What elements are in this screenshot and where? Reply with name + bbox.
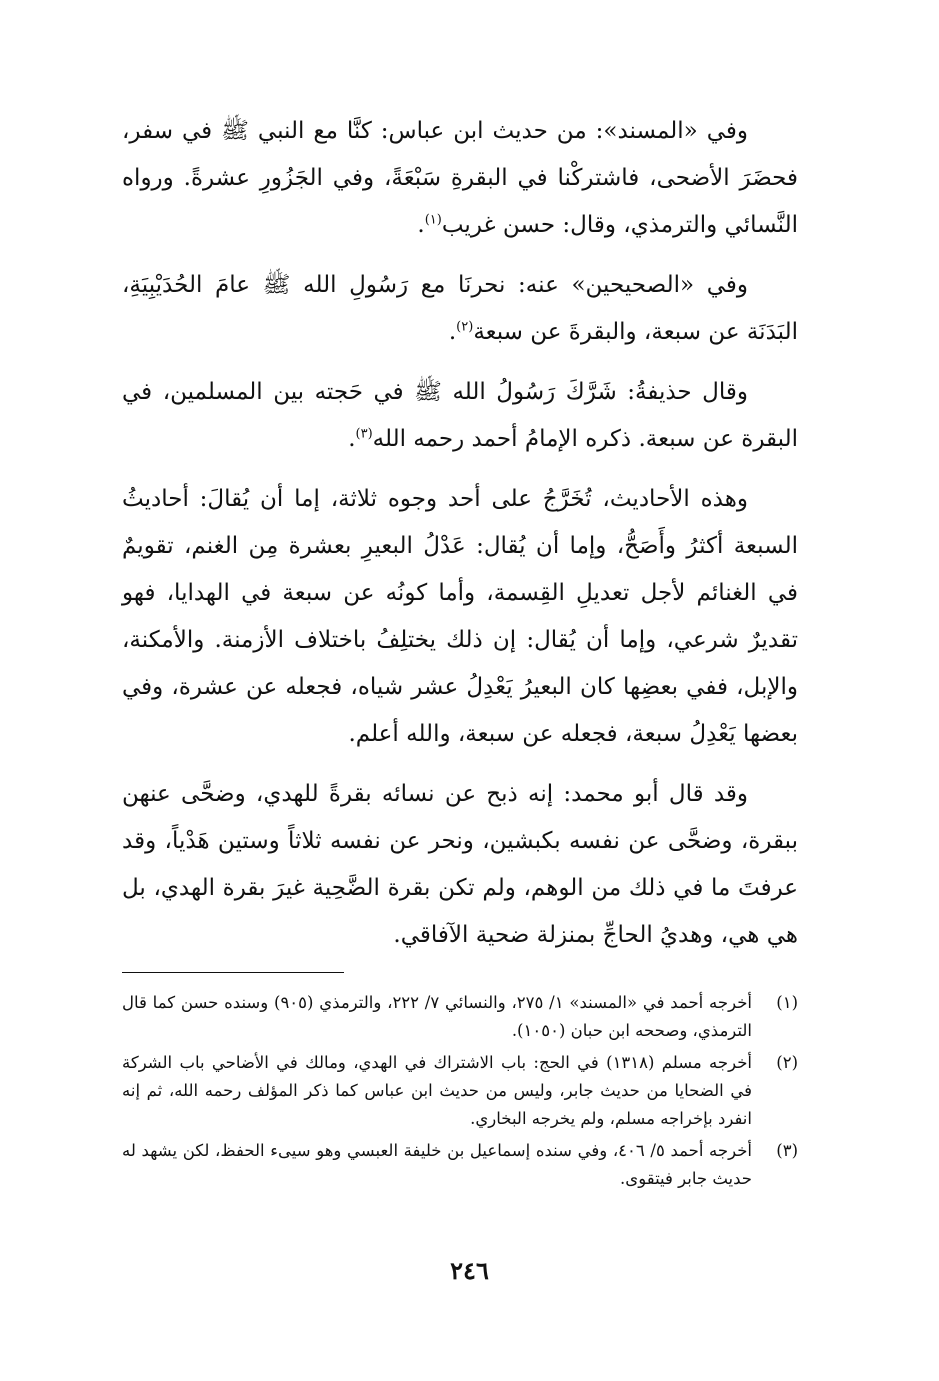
footnote-1 (122, 989, 798, 1045)
book-page (122, 108, 798, 1348)
paragraph-text: وقال حذيفةُ: شَرَّكَ رَسُولُ الله ﷺ في حَجته بين المسلمين، في البقرة عن سبعة. ذكره الإمامُ أحمد رحمه الله (122, 379, 798, 452)
paragraph-3 (122, 369, 798, 463)
paragraph-tail: . (417, 212, 425, 238)
footnote-number: (٣) (776, 1141, 798, 1160)
footnote-text: أخرجه أحمد ٥/ ٤٠٦، وفي سنده إسماعيل بن خليفة العبسي وهو سيىء الحفظ، لكن يشهد له حديث جابر فيتقوى. (122, 1141, 752, 1188)
footnote-divider (122, 972, 344, 973)
paragraph-tail: . (448, 319, 457, 345)
paragraph-5 (122, 771, 798, 959)
page-number: ٢٤٦ (450, 1256, 489, 1285)
footnote-2 (122, 1049, 798, 1133)
paragraph-4 (122, 476, 798, 758)
paragraph-text: وقد قال أبو محمد: إنه ذبح عن نسائه بقرةً للهدي، وضحَّى عنهن ببقرة، وضحَّى عن نفسه بكبشين، ونحر عن نفسه ثلاثاً وستين هَدْياً، وقد عرفتَ ما في ذلك من الوهم، ولم تكن بقرة الضَّحِية غيرَ بقرة الهدي، بل هي هي، وهديُ الحاجِّ بمنزلة ضحية الآفاقي. (122, 781, 798, 948)
paragraph-2 (122, 262, 798, 356)
footnote-3 (122, 1137, 798, 1193)
footnote-number: (١) (776, 993, 798, 1012)
footnote-number: (٢) (776, 1053, 798, 1072)
footnote-ref: (٢) (456, 319, 474, 335)
footnote-ref: (٣) (355, 426, 373, 442)
paragraph-tail: . (348, 426, 356, 452)
footnote-ref: (١) (424, 212, 442, 228)
paragraph-text: وفي «المسند»: من حديث ابن عباس: كنَّا مع النبي ﷺ في سفر، فحضَرَ الأضحى، فاشتركْنا في البقرةِ سَبْعَةً، وفي الجَزُورِ عشرةً. ورواه النَّسائي والترمذي، وقال: حسن غريب (122, 118, 798, 238)
footnote-text: أخرجه أحمد في «المسند» ١/ ٢٧٥، والنسائي ٧/ ٢٢٢، والترمذي (٩٠٥) وسنده حسن كما قال الترمذي، وصححه ابن حبان (١٠٥٠). (122, 993, 752, 1040)
footnote-text: أخرجه مسلم (١٣١٨) في الحج: باب الاشتراك في الهدي، ومالك في الأضاحي باب الشركة في الضحايا من حديث جابر، وليس من حديث ابن عباس كما ذكر المؤلف رحمه الله، ثم إنه انفرد بإخراجه مسلم، ولم يخرجه البخاري. (122, 1053, 752, 1128)
paragraph-text: وفي «الصحيحين» عنه: نحرنَا مع رَسُولِ الله ﷺ عامَ الحُدَيْبِيَةِ، البَدَنَة عن سبعة، والبقرةَ عن سبعة (122, 272, 798, 345)
paragraph-1 (122, 108, 798, 249)
paragraph-text: وهذه الأحاديث، تُخَرَّجُ على أحد وجوه ثلاثة، إما أن يُقالَ: أحاديثُ السبعة أكثرُ وأَصَحُّ، وإما أن يُقال: عَدْلُ البعيرِ بعشرة مِن الغنم، تقويمٌ في الغنائم لأجل تعديلِ القِسمة، وأما كونُه عن سبعة في الهدايا، فهو تقديرٌ شرعي، وإما أن يُقال: إن ذلك يختلِفُ باختلاف الأزمنة. والأمكنة، والإبل، ففي بعضِها كان البعيرُ يَعْدِلُ عشر شياه، فجعله عن عشرة، وفي بعضها يَعْدِلُ سبعة، فجعله عن سبعة، والله أعلم. (122, 486, 798, 747)
